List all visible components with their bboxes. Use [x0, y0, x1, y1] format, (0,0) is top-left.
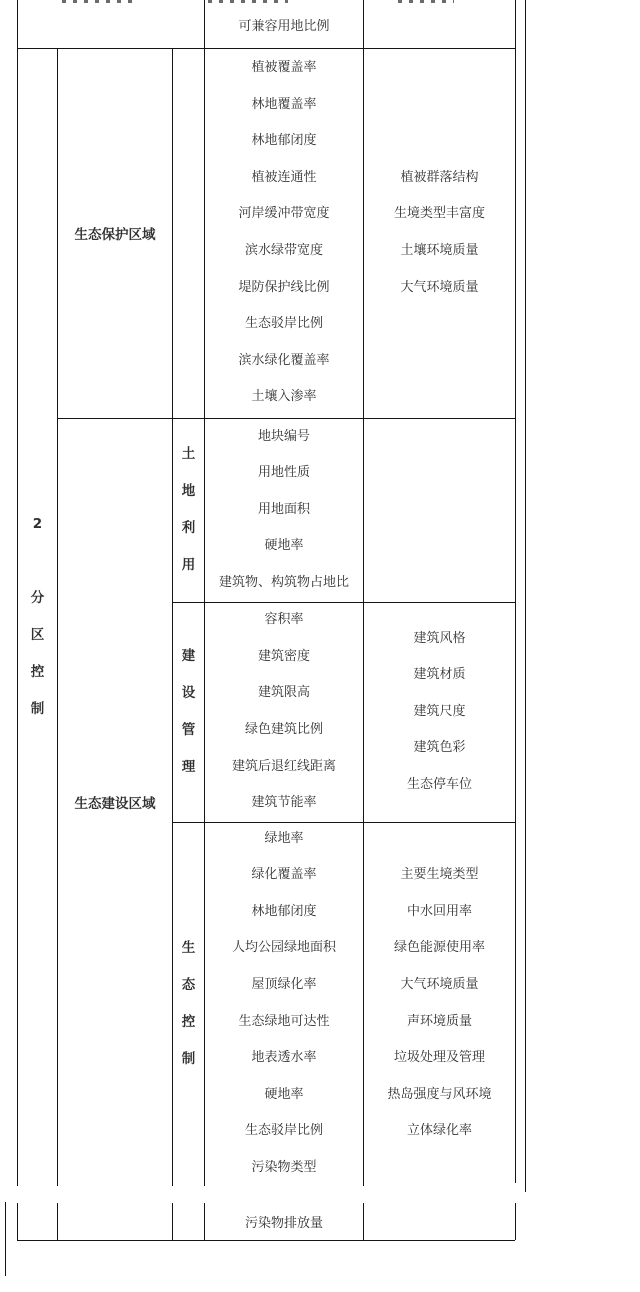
indicator-item: 土壤环境质量	[400, 243, 479, 258]
table-border	[17, 1203, 18, 1240]
table-border	[515, 1203, 516, 1240]
indicator-item: 建筑风格	[413, 630, 466, 646]
cell-top-partial-indicator	[205, 0, 363, 48]
indicator-item: 大气环境质量	[400, 279, 479, 295]
indicator-item: 人均公园绿地面积	[231, 940, 336, 956]
cell-protection-guidance	[364, 48, 515, 418]
indicator-item: 绿色建筑比例	[244, 722, 323, 737]
indicator-item: 硬地率	[264, 538, 304, 554]
vertical-label-char: 管	[181, 722, 196, 738]
indicator-item: 地块编号	[257, 428, 310, 444]
indicator-item: 绿化覆盖率	[251, 867, 317, 883]
vertical-label-char: 用	[181, 557, 196, 573]
indicator-item: 声环境质量	[406, 1013, 472, 1029]
indicator-item: 建筑节能率	[251, 795, 317, 811]
indicator-item: 中水回用率	[406, 903, 472, 919]
page-edge-line	[5, 1202, 6, 1276]
cell-subgroup-construction-mgmt	[173, 602, 204, 822]
clipped-text-remnant	[62, 0, 136, 3]
indicator-item: 污染物排放量	[244, 1216, 323, 1231]
indicator-item: 污染物类型	[251, 1159, 317, 1175]
section-number: 2	[32, 516, 43, 533]
indicator-item: 滨水绿带宽度	[244, 243, 323, 258]
indicator-item: 热岛强度与风环境	[387, 1086, 492, 1102]
indicator-item: 用地性质	[257, 465, 310, 481]
cell-area-construction	[58, 418, 172, 1185]
indicator-item: 容积率	[264, 612, 304, 628]
area-label: 生态建设区域	[74, 795, 156, 812]
cell-eco-control-guidance	[364, 822, 515, 1185]
indicator-item: 绿色能源使用率	[393, 940, 485, 956]
indicator-item: 建筑材质	[413, 667, 466, 683]
table-border	[363, 1203, 364, 1240]
indicator-item: 用地面积	[257, 501, 310, 517]
indicator-item: 建筑尺度	[413, 703, 466, 719]
table-border	[17, 1240, 515, 1241]
indicator-item: 建筑密度	[257, 648, 310, 664]
vertical-label-char: 制	[181, 1050, 196, 1067]
indicator-item: 屋顶绿化率	[251, 976, 317, 992]
indicator-item: 建筑物、构筑物占地比	[218, 574, 349, 590]
indicator-item: 建筑色彩	[413, 740, 466, 756]
vertical-label-char: 利	[181, 520, 196, 536]
cell-protection-indicators	[205, 48, 363, 418]
indicator-item: 生态驳岸比例	[244, 316, 323, 332]
indicator-item: 建筑限高	[257, 685, 310, 701]
indicator-item: 植被覆盖率	[251, 60, 317, 76]
vertical-label-char: 土	[181, 446, 196, 462]
table-border	[57, 1203, 58, 1240]
indicator-item: 垃圾处理及管理	[393, 1050, 485, 1066]
indicator-item: 植被连通性	[251, 169, 317, 185]
vertical-label-char: 建	[181, 648, 196, 664]
indicator-item: 林地郁闭度	[251, 133, 317, 149]
cell-continuation-indicator	[205, 1203, 363, 1240]
indicator-item: 河岸缓冲带宽度	[238, 206, 330, 222]
indicator-item: 生态驳岸比例	[244, 1123, 323, 1139]
table-border	[172, 1203, 173, 1240]
table-border	[515, 0, 516, 1183]
vertical-label-char: 设	[181, 685, 196, 701]
vertical-label-char: 理	[181, 759, 196, 775]
indicator-item: 可兼容用地比例	[238, 18, 330, 34]
cell-construction-mgmt-indicators	[205, 602, 363, 822]
vertical-label-char: 地	[181, 483, 196, 499]
cell-eco-control-indicators	[205, 822, 363, 1185]
indicator-item: 生态绿地可达性	[238, 1013, 330, 1029]
vertical-label-char: 生	[181, 939, 196, 956]
vertical-label-char: 控	[181, 1013, 196, 1030]
cell-subgroup-eco-control	[173, 822, 204, 1185]
cell-subgroup-land-use	[173, 418, 204, 602]
vertical-label-char: 控	[30, 663, 45, 680]
indicator-item: 植被群落结构	[400, 169, 479, 185]
indicator-item: 立体绿化率	[406, 1123, 472, 1139]
vertical-label-char: 态	[181, 976, 196, 993]
indicator-item: 土壤入渗率	[251, 389, 317, 405]
indicator-item: 林地覆盖率	[251, 96, 317, 112]
vertical-label-char: 制	[30, 700, 45, 717]
clipped-text-remnant	[398, 0, 454, 3]
indicator-item: 堤防保护线比例	[238, 279, 330, 295]
indicator-item: 大气环境质量	[400, 976, 479, 992]
indicator-item: 滨水绿化覆盖率	[238, 352, 330, 368]
indicator-item: 建筑后退红线距离	[231, 758, 336, 774]
indicator-item: 主要生境类型	[400, 867, 479, 883]
cell-land-use-indicators	[205, 418, 363, 602]
indicator-item: 地表透水率	[251, 1050, 317, 1066]
indicator-item: 绿地率	[264, 830, 304, 846]
indicator-item: 硬地率	[264, 1086, 304, 1102]
vertical-label-char: 分	[30, 589, 45, 606]
indicator-item: 林地郁闭度	[251, 903, 317, 919]
indicator-item: 生态停车位	[406, 776, 472, 792]
indicator-item: 生境类型丰富度	[393, 206, 485, 222]
section-label-chars	[31, 580, 45, 728]
cell-construction-mgmt-guidance	[364, 602, 515, 822]
cell-area-protection	[58, 48, 172, 418]
area-label: 生态保护区域	[74, 227, 156, 243]
vertical-label-char: 区	[30, 626, 45, 643]
table-outer-border	[525, 0, 526, 1192]
cell-section-label	[18, 48, 57, 1186]
